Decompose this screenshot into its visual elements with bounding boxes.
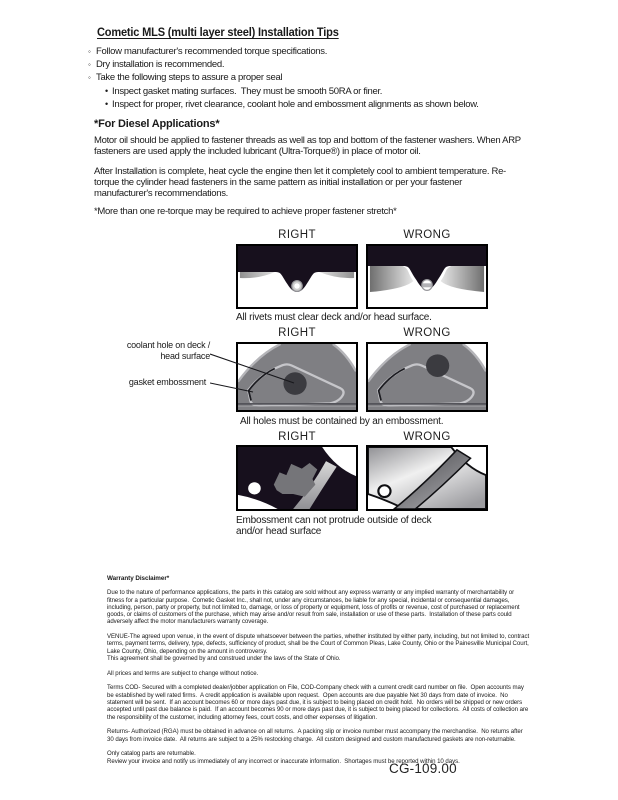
diesel-paragraph-oil: Motor oil should be applied to fastener threads as well as top and bottom of the fastener washers. When ARP fasteners are used apply the included lubricant (Ultra-Torque®) in place of motor oil.	[94, 135, 523, 157]
gasket-embossment-label: gasket embossment	[128, 377, 206, 387]
right-label: RIGHT	[278, 327, 316, 339]
page-code: CG-109.00	[389, 761, 457, 776]
wrong-label: WRONG	[403, 327, 451, 339]
tip-text: Inspect for proper, rivet clearance, coolant hole and embossment alignments as shown below.	[112, 98, 479, 110]
warranty-paragraph: All prices and terms are subject to change without notice.	[107, 669, 259, 677]
warranty-paragraph: Only catalog parts are returnable.	[107, 750, 196, 758]
embossment-wrong-diagram	[368, 447, 486, 509]
tip-bullet	[88, 71, 479, 84]
diagram-coolant-wrong	[366, 342, 488, 412]
warranty-venue-group	[107, 633, 531, 662]
warranty-heading: Warranty Disclaimer*	[107, 575, 170, 582]
tip-text: Inspect gasket mating surfaces. They must be smooth 50RA or finer.	[112, 85, 383, 97]
leader-lines	[210, 346, 310, 396]
circle-bullet-icon: ◦	[88, 73, 91, 83]
tip-text: Take the following steps to assure a proper seal	[96, 72, 283, 84]
diesel-applications-heading: *For Diesel Applications*	[94, 118, 220, 130]
bolt-hole-icon	[378, 485, 390, 497]
diagram-embossment-right	[236, 445, 358, 511]
diesel-paragraph-heat-cycle: After Installation is complete, heat cycle the engine then let it completely cool to ambient temperature. Re-torque the cylinder head fasteners in the same pattern as initial installation or per your fastener manufacturer's recommendations.	[94, 166, 506, 199]
page-title: Cometic MLS (multi layer steel) Installation Tips	[97, 25, 339, 39]
coolant-hole-icon	[426, 354, 449, 377]
warranty-paragraph: Terms COD- Secured with a completed dealer/jobber application on File, COD-Company check with a current credit card number on file. Open accounts may be established by well rated firms. A credit application is available upon request. Open accounts are due payable Net 30 days from date of invoice. No statement will be sent. If an account becomes 60 or more days past due, it is subject to being placed on credit hold. No orders will be shipped or new orders accepted until past due balance is paid. If an account becomes 90 or more days past due, it is subject to being placed for collections. All costs of collection are the responsibility of the customer, including attorney fees, court costs, and other expenses of litigation.	[107, 684, 530, 721]
holes-caption: All holes must be contained by an embossment.	[240, 416, 444, 427]
bolt-hole-icon	[248, 482, 261, 494]
installation-tips-list	[88, 45, 479, 111]
warranty-returnable-group	[107, 750, 531, 765]
circle-bullet-icon: ◦	[88, 60, 91, 70]
right-label: RIGHT	[278, 229, 316, 241]
warranty-disclaimer	[107, 575, 531, 772]
coolant-hole-label: coolant hole on deck / head surface	[126, 340, 210, 361]
embossment-right-diagram	[238, 447, 356, 509]
warranty-paragraph: Review your invoice and notify us immediately of any incorrect or inaccurate information. Shortages must be reported within 10 days.	[107, 757, 460, 765]
wrong-label: WRONG	[403, 431, 451, 443]
dot-bullet-icon: •	[105, 98, 108, 109]
right-label: RIGHT	[278, 431, 316, 443]
rivet-clearance-right-diagram	[238, 246, 356, 307]
tip-bullet	[88, 45, 479, 58]
tip-bullet	[88, 58, 479, 71]
tip-text: Dry installation is recommended.	[96, 59, 225, 71]
coolant-hole-wrong-diagram	[368, 344, 486, 410]
diagram-rivets-right	[236, 244, 358, 309]
dot-bullet-icon: •	[105, 85, 108, 96]
retorque-note: *More than one re-torque may be required to achieve proper fastener stretch*	[94, 206, 397, 217]
tip-text: Follow manufacturer's recommended torque specifications.	[96, 46, 328, 57]
tip-sub-bullet	[105, 98, 479, 111]
warranty-paragraph: VENUE-The agreed upon venue, in the event of dispute whatsoever between the parties, whether instituted by either party, including, but not limited to, contract terms, payment terms, delivery, type, defects, sufficiency of product, shall be the Court of Common Pleas, Lake County, Ohio or the Painesville Municipal Court, Lake County, Ohio, depending on the amount in controversy.	[107, 633, 531, 655]
warranty-paragraph: Due to the nature of performance applications, the parts in this catalog are sold without any express warranty or any implied warranty of merchantability or fitness for a particular purpose. Cometic Gasket Inc., shall not, under any circumstances, be liable for any special, incidental or consequential damages, including, person, party or property, but not limited to, damage, or loss of property or equipment, loss of profits or revenue, cost of purchased or replacement goods, or claims of customers of the purchase, which may arise and/or result from sale, installation or use of these parts. Installation of these parts could adversely affect the motor manufacturers warranty coverage.	[107, 589, 522, 626]
diagram-rivets-wrong	[366, 244, 488, 309]
warranty-paragraph: This agreement shall be governed by and construed under the laws of the State of Ohio.	[107, 655, 341, 663]
rivet-clearance-wrong-diagram	[368, 246, 486, 307]
warranty-paragraph: Returns- Authorized (RGA) must be obtained in advance on all returns. A packing slip or invoice number must accompany the merchandise. No returns after 30 days from invoice date. All returns are subject to a 25% restocking charge. All custom designed and custom manufactured gaskets are non-returnable.	[107, 728, 525, 743]
embossment-caption: Embossment can not protrude outside of deck and/or head surface	[236, 515, 432, 537]
tip-sub-bullet	[105, 85, 479, 98]
circle-bullet-icon: ◦	[88, 47, 91, 56]
wrong-label: WRONG	[403, 229, 451, 241]
diagram-embossment-wrong	[366, 445, 488, 511]
rivets-caption: All rivets must clear deck and/or head surface.	[236, 312, 432, 323]
